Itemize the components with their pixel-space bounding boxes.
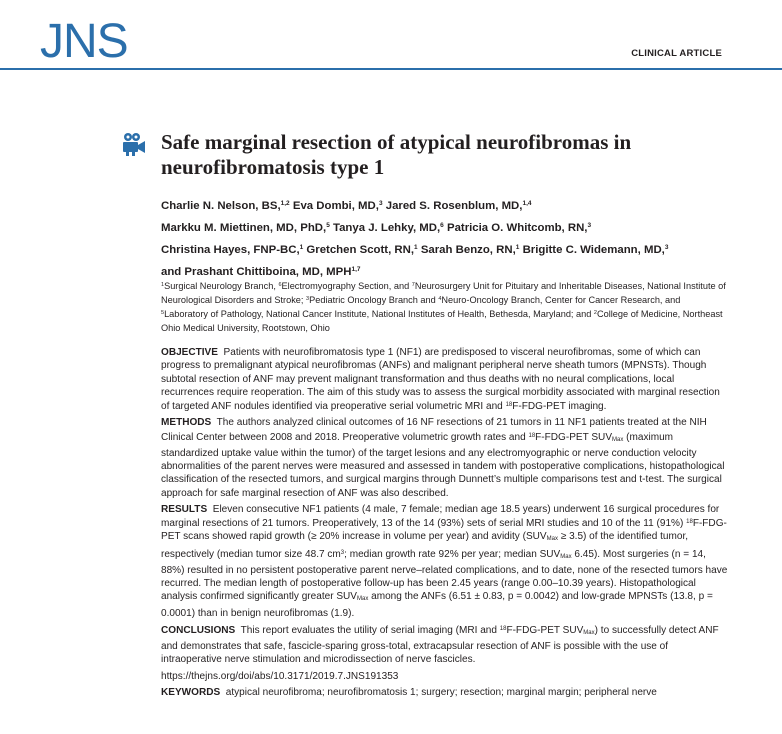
author-name: Tanya J. Lehky, MD, (332, 222, 441, 234)
author-name: Brigitte C. Widemann, MD, (522, 244, 665, 256)
suv-subscript: Max (612, 436, 624, 443)
article-type-label: CLINICAL ARTICLE (631, 48, 722, 59)
author-list (161, 194, 731, 282)
affiliation-marker: 7 (411, 282, 415, 288)
abstract-results (161, 503, 728, 620)
section-text: The authors analyzed clinical outcomes of 16 NF resections of 21 tumors in 11 NF1 patients treated at the NIH Clinical Center between 2008 and 2018. Preoperative volumetric growth rates and (161, 417, 707, 443)
isotope-superscript: 18 (499, 625, 507, 632)
author-affiliation: 1 (299, 244, 304, 251)
affiliation-marker: 1 (161, 282, 165, 288)
author-name: Gretchen Scott, RN, (306, 244, 415, 256)
author-name: and Prashant Chittiboina, MD, MPH (161, 266, 352, 278)
keywords-text: atypical neurofibroma; neurofibromatosis 1; surgery; resection; marginal margin; peripheral nerve (225, 686, 657, 698)
video-camera-icon[interactable] (120, 132, 146, 156)
affiliation-text: Surgical Neurology Branch, (164, 281, 279, 291)
suv-subscript: Max (560, 553, 572, 560)
affiliation-text: Laboratory of Pathology, National Cancer Institute, National Institutes of Health, Bethesda, Maryland; and (164, 309, 594, 320)
isotope-superscript: 18 (528, 432, 536, 439)
affiliation-marker: 5 (161, 310, 165, 317)
abstract-methods (161, 416, 728, 500)
header-rule (0, 68, 782, 70)
section-heading: KEYWORDS (161, 686, 221, 698)
abstract-keywords (161, 686, 728, 699)
abstract-conclusions (161, 623, 728, 667)
author-affiliation: 1 (414, 244, 418, 251)
section-text: F-FDG-PET imaging. (512, 401, 607, 412)
section-text: ≥ 3.5) of the identified tumor, respectively (median tumor size 48.7 cm (161, 531, 689, 560)
affiliation-marker: 3 (306, 296, 310, 303)
section-text: F-FDG-PET scans showed rapid growth (≥ 20% increase in volume per year) and avidity (SUV (161, 518, 727, 543)
author-name: Christina Hayes, FNP-BC, (161, 244, 300, 256)
abstract (161, 346, 728, 702)
affiliation-text: Electromyography Section, and (281, 281, 412, 291)
author-affiliation: 5 (326, 222, 330, 229)
isotope-superscript: 18 (505, 402, 513, 408)
section-heading: RESULTS (161, 503, 208, 515)
author-affiliation: 1 (515, 244, 520, 251)
article-title: Safe marginal resection of atypical neurofibromas in neurofibromatosis type 1 (161, 130, 632, 179)
author-name: Sarah Benzo, RN, (420, 244, 516, 256)
section-text: (maximum standardized uptake value within the tumor) of the target lesions and any electromyographic or nerve conduction velocity abnormalities of the parent nerves were measured and assessed in tandem with postoperative complications, histopathological classification of the resected tumors, and surgical margins through Dunnett’s multiple comparisons test and t-test. The surgical approach for safe marginal resection of ANF was also described. (161, 431, 725, 499)
section-text: This report evaluates the utility of serial imaging (MRI and (240, 624, 500, 636)
author-affiliation: 3 (378, 200, 383, 207)
section-text: among the ANFs (6.51 ± 0.83, p = 0.0042) and low-grade MPNSTs (13.8, p = 0.0001) than in benign neurofibromas (1.9). (161, 591, 713, 619)
affiliation-text: Pediatric Oncology Branch and (309, 295, 439, 306)
author-affiliation: 1,2 (280, 200, 290, 207)
isotope-superscript: 18 (686, 519, 693, 525)
section-heading: METHODS (161, 417, 212, 429)
affiliation-marker: 4 (438, 296, 442, 303)
affiliation-text: Neuro-Oncology Branch, Center for Cancer Research, and (441, 295, 681, 306)
section-heading: CONCLUSIONS (161, 624, 236, 636)
author-affiliation: 3 (587, 222, 592, 229)
author-name: Patricia O. Whitcomb, RN, (446, 222, 588, 234)
section-text: ) to successfully detect ANF and demonstrates that safe, fascicle-sparing gross-total, extracapsular resection of ANF is possible with the use of intraoperative nerve stimulation and microdissection of nerve fascicles. (161, 624, 719, 666)
author-affiliation: 1,7 (351, 266, 361, 273)
section-text: F-FDG-PET SUV (535, 431, 613, 443)
affiliation-text: College of Medicine, Northeast Ohio Medical University, Rootstown, Ohio (161, 309, 723, 333)
suv-subscript: Max (583, 629, 595, 636)
author-name: Markku M. Miettinen, MD, PhD, (161, 222, 327, 234)
author-affiliation: 1,4 (522, 200, 532, 207)
author-name: Jared S. Rosenblum, MD, (385, 200, 523, 212)
section-text: F-FDG-PET SUV (506, 624, 584, 636)
affiliations (161, 279, 726, 335)
affiliation-marker: 2 (593, 310, 597, 317)
doi-link[interactable]: https://thejns.org/doi/abs/10.3171/2019.7.JNS191353 (161, 670, 399, 682)
suv-subscript: Max (357, 596, 369, 603)
affiliation-text: Neurosurgery Unit for Pituitary and Inheritable Diseases, National Institute of Neurological Disorders and Stroke; (161, 281, 726, 306)
section-text: 6.45). Most surgeries (n = 14, 88%) resulted in no persistent postoperative parent nerve–related complications, and to date, none of the resected tumors have recurred. The median length of postoperative follow-up has been 2.45 years (range 0.00–10.39 years). Histopathological analysis confirmed significantly greater SUV (161, 548, 728, 603)
section-text: Patients with neurofibromatosis type 1 (NF1) are predisposed to visceral neurofibromas, some of which can progress to premalignant atypical neurofibromas (ANFs) and malignant peripheral nerve sheath tumors (MPNSTs). Though subtotal resection of ANF may prevent malignant transformation and thus deaths with no neural complications, local recurrences require reoperation. The aim of this study was to assess the surgical morbidity associated with marginal resection of targeted ANF nodules identified via preoperative serial volumetric MRI and (161, 347, 720, 412)
section-text: ; median growth rate 92% per year; median SUV (344, 548, 561, 560)
author-name: Charlie N. Nelson, BS, (161, 200, 281, 212)
journal-logo: JNS (40, 15, 128, 68)
unit-superscript: 3 (340, 549, 345, 556)
author-affiliation: 3 (664, 244, 669, 251)
suv-subscript: Max (546, 536, 558, 543)
author-affiliation: 6 (440, 222, 444, 229)
abstract-objective (161, 346, 728, 413)
section-text: Eleven consecutive NF1 patients (4 male, 7 female; median age 18.5 years) underwent 16 surgical procedures for marginal resections of 21 tumors. Preoperatively, 13 of the 14 (93%) sets of serial MRI studies and 10 of the 11 (91%) (161, 503, 720, 529)
author-name: Eva Dombi, MD, (292, 200, 379, 212)
section-heading: OBJECTIVE (161, 347, 218, 358)
affiliation-marker: 6 (278, 282, 282, 288)
